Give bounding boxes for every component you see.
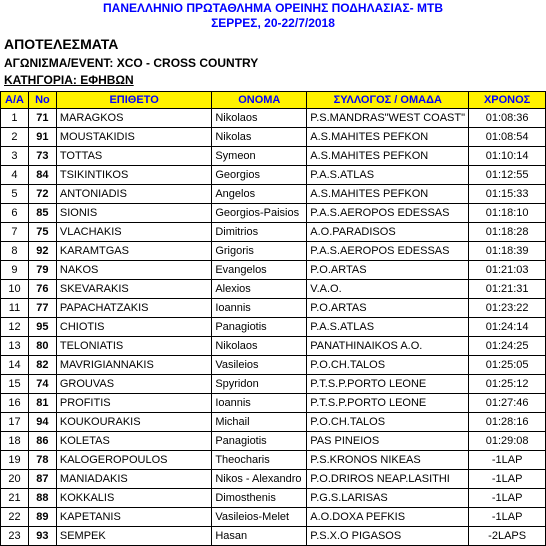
col-surname-header: ΕΠΙΘΕΤΟ <box>56 92 211 109</box>
club-cell: A.S.MAHITES PEFKON <box>307 128 469 147</box>
time-cell: 01:12:55 <box>469 166 546 185</box>
col-club-header: ΣΥΛΛΟΓΟΣ / ΟΜΑΔΑ <box>307 92 469 109</box>
club-cell: P.A.S.ATLAS <box>307 166 469 185</box>
club-cell: P.G.S.LARISAS <box>307 489 469 508</box>
club-cell: A.O.DOXA PEFKIS <box>307 508 469 527</box>
surname-cell: SKEVARAKIS <box>56 280 211 299</box>
rank-cell: 18 <box>1 432 29 451</box>
bib-cell: 86 <box>28 432 56 451</box>
results-heading: ΑΠΟΤΕΛΕΣΜΑΤΑ <box>4 36 119 52</box>
club-cell: P.S.MANDRAS"WEST COAST" <box>307 109 469 128</box>
rank-cell: 23 <box>1 527 29 546</box>
results-body <box>1 109 546 546</box>
rank-cell: 11 <box>1 299 29 318</box>
table-row <box>1 185 546 204</box>
time-cell: -1LAP <box>469 470 546 489</box>
time-cell: 01:28:16 <box>469 413 546 432</box>
table-row <box>1 394 546 413</box>
surname-cell: SEMPEK <box>56 527 211 546</box>
rank-cell: 22 <box>1 508 29 527</box>
bib-cell: 89 <box>28 508 56 527</box>
bib-cell: 81 <box>28 394 56 413</box>
club-cell: A.S.MAHITES PEFKON <box>307 185 469 204</box>
firstname-cell: Hasan <box>212 527 307 546</box>
club-cell: P.T.S.P.PORTO LEONE <box>307 375 469 394</box>
time-cell: 01:08:54 <box>469 128 546 147</box>
championship-title: ΠΑΝΕΛΛΗΝΙΟ ΠΡΩΤΑΘΛΗΜΑ ΟΡΕΙΝΗΣ ΠΟΔΗΛΑΣΙΑΣ- MTB <box>102 1 443 15</box>
bib-cell: 78 <box>28 451 56 470</box>
table-row <box>1 128 546 147</box>
time-cell: 01:25:12 <box>469 375 546 394</box>
bib-cell: 84 <box>28 166 56 185</box>
bib-cell: 73 <box>28 147 56 166</box>
rank-cell: 3 <box>1 147 29 166</box>
rank-cell: 16 <box>1 394 29 413</box>
table-row <box>1 508 546 527</box>
surname-cell: TSIKINTIKOS <box>56 166 211 185</box>
firstname-cell: Evangelos <box>212 261 307 280</box>
bib-cell: 93 <box>28 527 56 546</box>
club-cell: P.O.ARTAS <box>307 261 469 280</box>
time-cell: -2LAPS <box>469 527 546 546</box>
bib-cell: 92 <box>28 242 56 261</box>
time-cell: 01:18:10 <box>469 204 546 223</box>
surname-cell: TELONIATIS <box>56 337 211 356</box>
bib-cell: 85 <box>28 204 56 223</box>
table-header-row <box>1 92 546 109</box>
col-bib-header: Νο <box>28 92 56 109</box>
rank-cell: 9 <box>1 261 29 280</box>
club-cell: A.O.PARADISOS <box>307 223 469 242</box>
surname-cell: MANIADAKIS <box>56 470 211 489</box>
surname-cell: KOUKOURAKIS <box>56 413 211 432</box>
surname-cell: CHIOTIS <box>56 318 211 337</box>
location-date: ΣΕΡΡΕΣ, 20-22/7/2018 <box>211 16 335 30</box>
surname-cell: PROFITIS <box>56 394 211 413</box>
firstname-cell: Grigoris <box>212 242 307 261</box>
surname-cell: GROUVAS <box>56 375 211 394</box>
club-cell: P.S.X.O PIGASOS <box>307 527 469 546</box>
rank-cell: 4 <box>1 166 29 185</box>
club-cell: P.A.S.ATLAS <box>307 318 469 337</box>
table-row <box>1 166 546 185</box>
table-row <box>1 242 546 261</box>
table-row <box>1 489 546 508</box>
time-cell: 01:29:08 <box>469 432 546 451</box>
table-row <box>1 375 546 394</box>
results-table <box>0 91 546 546</box>
bib-cell: 95 <box>28 318 56 337</box>
rank-cell: 15 <box>1 375 29 394</box>
time-cell: 01:24:14 <box>469 318 546 337</box>
club-cell: P.A.S.AEROPOS EDESSAS <box>307 242 469 261</box>
rank-cell: 19 <box>1 451 29 470</box>
rank-cell: 12 <box>1 318 29 337</box>
time-cell: 01:10:14 <box>469 147 546 166</box>
table-row <box>1 204 546 223</box>
time-cell: 01:25:05 <box>469 356 546 375</box>
bib-cell: 91 <box>28 128 56 147</box>
table-row <box>1 356 546 375</box>
firstname-cell: Nikolaos <box>212 337 307 356</box>
table-row <box>1 299 546 318</box>
firstname-cell: Michail <box>212 413 307 432</box>
bib-cell: 79 <box>28 261 56 280</box>
bib-cell: 80 <box>28 337 56 356</box>
time-cell: 01:18:28 <box>469 223 546 242</box>
firstname-cell: Vasileios <box>212 356 307 375</box>
time-cell: 01:18:39 <box>469 242 546 261</box>
rank-cell: 17 <box>1 413 29 432</box>
surname-cell: MARAGKOS <box>56 109 211 128</box>
firstname-cell: Dimosthenis <box>212 489 307 508</box>
rank-cell: 6 <box>1 204 29 223</box>
table-row <box>1 318 546 337</box>
time-cell: -1LAP <box>469 489 546 508</box>
firstname-cell: Georgios <box>212 166 307 185</box>
table-row <box>1 261 546 280</box>
surname-cell: PAPACHATZAKIS <box>56 299 211 318</box>
bib-cell: 94 <box>28 413 56 432</box>
rank-cell: 7 <box>1 223 29 242</box>
time-cell: 01:23:22 <box>469 299 546 318</box>
club-cell: PAS PINEIOS <box>307 432 469 451</box>
club-cell: PANATHINAIKOS A.O. <box>307 337 469 356</box>
firstname-cell: Vasileios-Melet <box>212 508 307 527</box>
firstname-cell: Panagiotis <box>212 318 307 337</box>
firstname-cell: Symeon <box>212 147 307 166</box>
surname-cell: SIONIS <box>56 204 211 223</box>
table-row <box>1 147 546 166</box>
surname-cell: KALOGEROPOULOS <box>56 451 211 470</box>
club-cell: P.A.S.AEROPOS EDESSAS <box>307 204 469 223</box>
surname-cell: KOKKALIS <box>56 489 211 508</box>
rank-cell: 14 <box>1 356 29 375</box>
bib-cell: 77 <box>28 299 56 318</box>
club-cell: V.A.O. <box>307 280 469 299</box>
surname-cell: MAVRIGIANNAKIS <box>56 356 211 375</box>
firstname-cell: Spyridon <box>212 375 307 394</box>
firstname-cell: Alexios <box>212 280 307 299</box>
club-cell: P.O.DRIROS NEAP.LASITHI <box>307 470 469 489</box>
surname-cell: MOUSTAKIDIS <box>56 128 211 147</box>
table-row <box>1 280 546 299</box>
table-row <box>1 432 546 451</box>
category-label: ΚΑΤΗΓΟΡΙΑ: ΕΦΗΒΩΝ <box>4 73 134 87</box>
firstname-cell: Nikos - Alexandro <box>212 470 307 489</box>
firstname-cell: Panagiotis <box>212 432 307 451</box>
time-cell: 01:24:25 <box>469 337 546 356</box>
col-time-header: ΧΡΟΝΟΣ <box>469 92 546 109</box>
table-row <box>1 413 546 432</box>
document-header <box>0 0 546 31</box>
time-cell: 01:15:33 <box>469 185 546 204</box>
surname-cell: KOLETAS <box>56 432 211 451</box>
rank-cell: 8 <box>1 242 29 261</box>
rank-cell: 10 <box>1 280 29 299</box>
bib-cell: 74 <box>28 375 56 394</box>
rank-cell: 2 <box>1 128 29 147</box>
table-row <box>1 109 546 128</box>
rank-cell: 5 <box>1 185 29 204</box>
surname-cell: ANTONIADIS <box>56 185 211 204</box>
time-cell: -1LAP <box>469 508 546 527</box>
firstname-cell: Georgios-Paisios <box>212 204 307 223</box>
bib-cell: 87 <box>28 470 56 489</box>
time-cell: 01:21:03 <box>469 261 546 280</box>
club-cell: A.S.MAHITES PEFKON <box>307 147 469 166</box>
time-cell: 01:21:31 <box>469 280 546 299</box>
bib-cell: 71 <box>28 109 56 128</box>
club-cell: P.O.CH.TALOS <box>307 413 469 432</box>
time-cell: 01:27:46 <box>469 394 546 413</box>
table-row <box>1 470 546 489</box>
surname-cell: NAKOS <box>56 261 211 280</box>
time-cell: 01:08:36 <box>469 109 546 128</box>
club-cell: P.O.CH.TALOS <box>307 356 469 375</box>
rank-cell: 1 <box>1 109 29 128</box>
surname-cell: KARAMTGAS <box>56 242 211 261</box>
club-cell: P.T.S.P.PORTO LEONE <box>307 394 469 413</box>
rank-cell: 21 <box>1 489 29 508</box>
surname-cell: TOTTAS <box>56 147 211 166</box>
firstname-cell: Ioannis <box>212 394 307 413</box>
table-row <box>1 337 546 356</box>
rank-cell: 13 <box>1 337 29 356</box>
table-row <box>1 223 546 242</box>
bib-cell: 76 <box>28 280 56 299</box>
bib-cell: 88 <box>28 489 56 508</box>
col-rank-header: Α/Α <box>1 92 29 109</box>
table-row <box>1 451 546 470</box>
bib-cell: 75 <box>28 223 56 242</box>
bib-cell: 82 <box>28 356 56 375</box>
table-row <box>1 527 546 546</box>
club-cell: P.O.ARTAS <box>307 299 469 318</box>
firstname-cell: Nikolas <box>212 128 307 147</box>
firstname-cell: Nikolaos <box>212 109 307 128</box>
surname-cell: VLACHAKIS <box>56 223 211 242</box>
bib-cell: 72 <box>28 185 56 204</box>
firstname-cell: Ioannis <box>212 299 307 318</box>
col-firstname-header: ΟΝΟΜΑ <box>212 92 307 109</box>
surname-cell: KAPETANIS <box>56 508 211 527</box>
rank-cell: 20 <box>1 470 29 489</box>
club-cell: P.S.KRONOS NIKEAS <box>307 451 469 470</box>
firstname-cell: Dimitrios <box>212 223 307 242</box>
firstname-cell: Angelos <box>212 185 307 204</box>
firstname-cell: Theocharis <box>212 451 307 470</box>
time-cell: -1LAP <box>469 451 546 470</box>
event-label: ΑΓΩΝΙΣΜΑ/EVENT: XCO - CROSS COUNTRY <box>4 56 259 70</box>
